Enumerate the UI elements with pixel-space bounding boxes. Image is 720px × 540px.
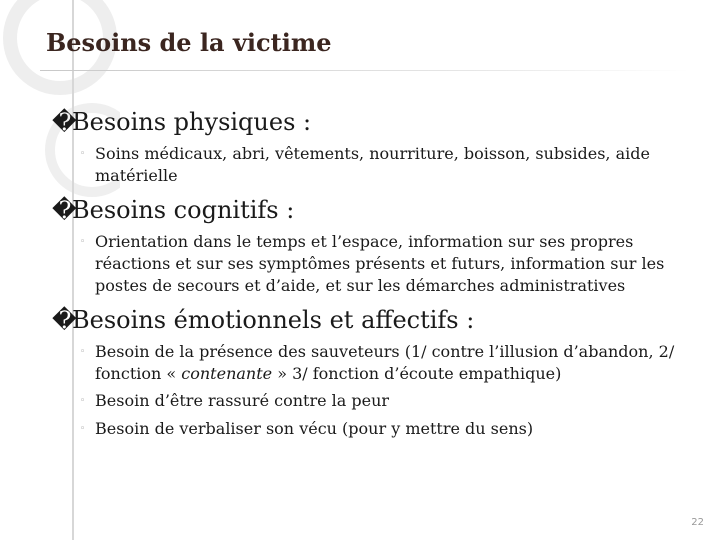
emphasized-word: contenante: [181, 364, 273, 383]
list-item-text: Besoin d’être rassuré contre la peur: [95, 391, 390, 410]
heading-marker: �: [52, 196, 77, 224]
heading-cognitive-needs: [52, 196, 294, 224]
bullet-icon: ◦: [80, 396, 86, 406]
heading-marker: �: [52, 306, 77, 334]
bullet-icon: ◦: [80, 347, 86, 357]
list-item-text: [95, 341, 680, 385]
list-item-text-part: » 3/ fonction d’écoute empathique): [272, 364, 562, 383]
heading-text: Besoins cognitifs :: [72, 196, 295, 224]
list-item: [80, 341, 680, 385]
bullet-icon: ◦: [80, 237, 86, 247]
list-item-text: Besoin de verbaliser son vécu (pour y mettre du sens): [95, 419, 534, 438]
slide-title: Besoins de la victime: [46, 28, 332, 57]
list-item-text-part: Besoin de la présence des sauveteurs (1/ contre l’illusion d’abandon, 2/ fonction «: [95, 342, 675, 383]
heading-physical-needs: [52, 108, 311, 136]
list-item: [80, 390, 680, 412]
title-divider: [40, 70, 690, 71]
decorative-vertical-line: [72, 0, 74, 540]
list-item: [80, 231, 680, 297]
list-item-text: Soins médicaux, abri, vêtements, nourriture, boisson, subsides, aide matérielle: [95, 144, 650, 185]
heading-text: Besoins physiques :: [72, 108, 312, 136]
heading-text: Besoins émotionnels et affectifs :: [72, 306, 475, 334]
bullet-icon: ◦: [80, 149, 86, 159]
bullet-icon: ◦: [80, 424, 86, 434]
list-item: [80, 143, 680, 187]
heading-marker: �: [52, 108, 77, 136]
list-item: [80, 418, 680, 440]
heading-emotional-needs: [52, 306, 474, 334]
page-number: 22: [691, 517, 704, 528]
list-item-text: Orientation dans le temps et l’espace, information sur ses propres réactions et sur ses symptômes présents et futurs, information sur les postes de secours et d’aide, et sur les démarches administratives: [95, 232, 665, 295]
